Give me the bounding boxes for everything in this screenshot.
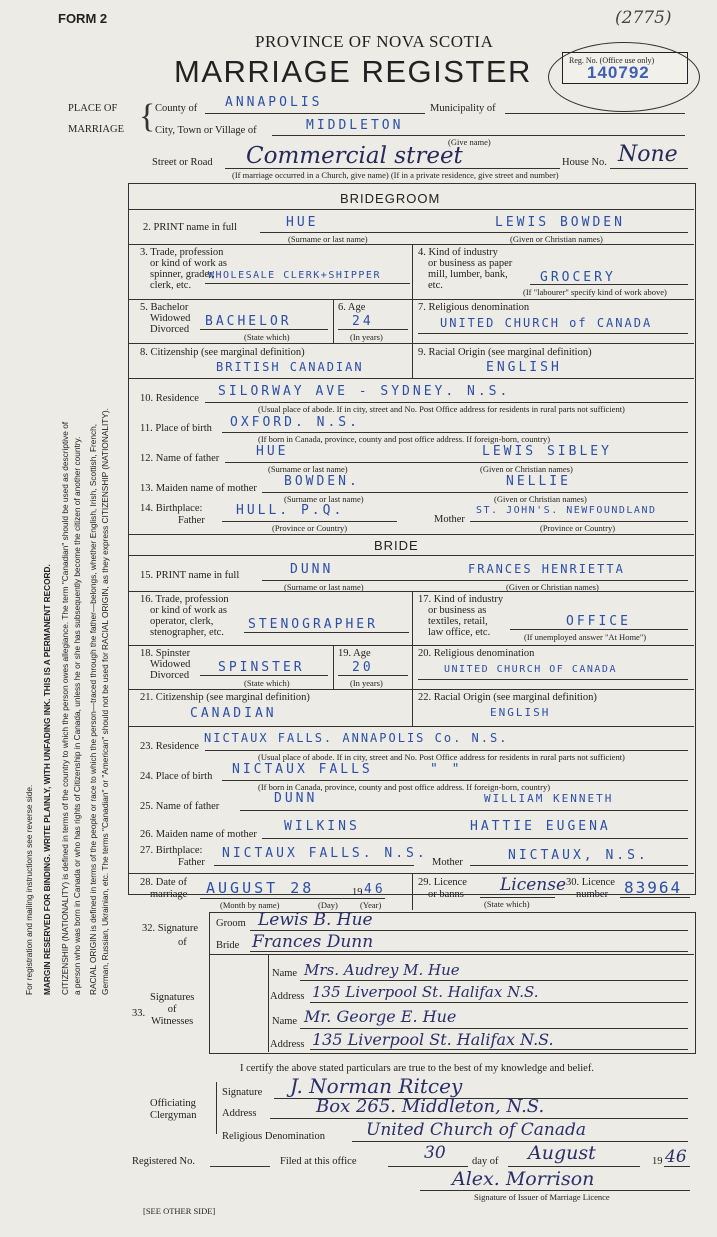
bride-father-surname: DUNN — [274, 791, 318, 806]
witnesses-number: 33. — [132, 1008, 146, 1019]
groom-given: LEWIS BOWDEN — [495, 215, 625, 230]
church-note: (If marriage occurred in a Church, give name) (If in a private residence, give street and number) — [232, 170, 559, 180]
street-value: Commercial street — [246, 143, 463, 169]
place-of-label: PLACE OF — [68, 103, 118, 114]
marriage-date-label: 28. Date of marriage — [140, 877, 188, 900]
county-label: County of — [155, 103, 198, 114]
groom-citizenship: BRITISH CANADIAN — [216, 360, 364, 374]
bride-racial: ENGLISH — [490, 706, 551, 719]
groom-birthplace-label: 11. Place of birth — [140, 423, 212, 434]
bride-mother-birthplace: NICTAUX, N.S. — [508, 848, 649, 863]
groom-birthplace: OXFORD. N.S. — [230, 415, 360, 430]
bride-residence-label: 23. Residence — [140, 741, 199, 752]
clergy-address-label: Address — [222, 1108, 257, 1119]
page-title: MARRIAGE REGISTER — [174, 54, 532, 89]
clergy-signature: J. Norman Ritcey — [290, 1074, 463, 1098]
bridegroom-heading: BRIDEGROOM — [340, 191, 441, 206]
bride-birth-hint: (If born in Canada, province, county and post office address. If foreign-born, country) — [258, 782, 551, 792]
bride-status-label: 18. Spinster Widowed Divorced — [140, 648, 191, 681]
witness1-address: 135 Liverpool St. Halifax N.S. — [312, 983, 539, 1001]
margin-registration-note: For registration and mailing instructions see reverse side. — [24, 784, 34, 995]
bride-residence: NICTAUX FALLS. ANNAPOLIS Co. N.S. — [204, 731, 509, 745]
groom-religion-label: 7. Religious denomination — [418, 302, 530, 313]
house-label: House No. — [562, 157, 607, 168]
bride-citizenship-label: 21. Citizenship (see marginal definition) — [140, 692, 310, 703]
witness2-address-label: Address — [270, 1039, 305, 1050]
marriage-year: 46 — [364, 882, 386, 897]
groom-parents-birth-label: 14. Birthplace: Father — [140, 503, 205, 526]
bride-citizenship: CANADIAN — [190, 706, 277, 721]
bride-industry-hint: (If unemployed answer "At Home") — [524, 632, 647, 642]
margin-citizenship-def-2: a person who was born in Canada or who has rights of Citizenship in Canada, unless he or she has subsequently become the citizen of another country. — [72, 436, 82, 995]
witness1-name-label: Name — [272, 968, 298, 979]
groom-father-given: LEWIS SIBLEY — [482, 444, 612, 459]
filed-year-prefix: 19 — [652, 1156, 663, 1167]
certification-statement: I certify the above stated particulars are true to the best of my knowledge and belief. — [240, 1063, 594, 1074]
groom-citizenship-label: 8. Citizenship (see marginal definition) — [140, 347, 305, 358]
groom-age: 24 — [352, 314, 374, 329]
bride-residence-hint: (Usual place of abode. If in city, street and No. Post Office address for residents in rural parts not sufficient) — [258, 752, 625, 762]
groom-father-given-hint: (Given or Christian names) — [480, 464, 573, 474]
groom-father-birthplace: HULL. P.Q. — [236, 503, 345, 518]
groom-trade-label: 3. Trade, profession or kind of work as spinner, grader, clerk, etc. — [140, 247, 227, 291]
bride-state-which: (State which) — [244, 678, 290, 688]
bride-father-given: WILLIAM KENNETH — [484, 792, 614, 805]
issuer-label: Signature of Issuer of Marriage Licence — [474, 1192, 610, 1202]
bride-mother-birth-label: Mother — [432, 857, 463, 868]
bride-surname: DUNN — [290, 562, 334, 577]
bride-age-label: 19. Age — [338, 648, 371, 659]
groom-mother-surname: BOWDEN. — [284, 474, 360, 489]
day-hint: (Day) — [318, 900, 338, 910]
marriage-label: MARRIAGE — [68, 124, 125, 135]
groom-sig-label: Groom — [216, 918, 246, 929]
groom-mother-birthplace: ST. JOHN'S. NEWFOUNDLAND — [476, 505, 657, 516]
margin-citizenship-def-1: CITIZENSHIP (NATIONALITY) is defined in terms of the country to which the person owes allegiance. The term "Canadian" should be used as descriptive of — [60, 421, 70, 995]
groom-state-which: (State which) — [244, 332, 290, 342]
county-value: ANNAPOLIS — [225, 95, 323, 110]
licence-or-banns: License — [500, 875, 567, 895]
filed-day: 30 — [424, 1143, 446, 1163]
reg-no-value: 140792 — [587, 63, 650, 82]
margin-racial-def-1: RACIAL ORIGIN is defined in terms of the people or race to which the person—traced through the father—belongs, whether English, Irish, Scottish, French, — [88, 423, 98, 995]
groom-father-surname-hint: (Surname or last name) — [268, 464, 348, 474]
bride-age: 20 — [352, 660, 374, 675]
groom-residence: SILORWAY AVE - SYDNEY. N.S. — [218, 384, 511, 399]
year-hint: (Year) — [360, 900, 382, 910]
clergy-address: Box 265. Middleton, N.S. — [316, 1096, 545, 1117]
bride-sig-label: Bride — [216, 940, 240, 951]
marriage-date: AUGUST 28 — [206, 879, 315, 897]
month-hint: (Month by name) — [220, 900, 280, 910]
bride-status: SPINSTER — [218, 660, 305, 675]
groom-name-label: 2. PRINT name in full — [143, 222, 238, 233]
witness2-name-label: Name — [272, 1016, 298, 1027]
party-signature-label: 32. Signature of — [142, 923, 198, 948]
see-other-side: [SEE OTHER SIDE] — [143, 1206, 216, 1216]
bride-given-hint: (Given or Christian names) — [506, 582, 599, 592]
margin-racial-def-2: German, Russian, Ukrainian, etc. The terms "Canadian" or "American" should not be used for RACIAL ORIGIN, as they express CITIZENSHIP (NATIONALITY). — [100, 408, 110, 995]
filed-label: Filed at this office — [280, 1156, 357, 1167]
witness2-name: Mr. George E. Hue — [304, 1007, 457, 1026]
groom-age-hint: (In years) — [350, 332, 383, 342]
bride-age-hint: (In years) — [350, 678, 383, 688]
place-brace: { — [139, 98, 156, 135]
witness1-name: Mrs. Audrey M. Hue — [304, 961, 460, 979]
clergy-signature-label: Signature — [222, 1087, 263, 1098]
bride-heading: BRIDE — [374, 538, 419, 553]
form-number: FORM 2 — [58, 11, 108, 26]
groom-mother-given: NELLIE — [506, 474, 571, 489]
groom-trade: WHOLESALE CLERK+SHIPPER — [208, 270, 381, 281]
witnesses-label: Signatures of Witnesses — [150, 992, 195, 1027]
bride-parents-birth-label: 27. Birthplace: Father — [140, 845, 205, 868]
groom-status: BACHELOR — [205, 314, 292, 329]
registered-no-label: Registered No. — [132, 1156, 195, 1167]
bride-birthplace-ditto: " " — [430, 762, 463, 777]
groom-signature: Lewis B. Hue — [258, 910, 373, 930]
bride-mother-surname: WILKINS — [284, 819, 360, 834]
margin-binding-note: MARGIN RESERVED FOR BINDING. WRITE PLAINLY, WITH UNFADING INK. THIS IS A PERMANENT RECORD. — [42, 564, 52, 995]
bride-name-label: 15. PRINT name in full — [140, 570, 240, 581]
bride-racial-label: 22. Racial Origin (see marginal definition) — [418, 692, 597, 703]
city-value: MIDDLETON — [306, 118, 404, 133]
bride-industry: OFFICE — [566, 614, 631, 629]
municipality-label: Municipality of — [430, 103, 496, 114]
licence-number-label: 30. Licence number — [566, 877, 615, 900]
bride-birthplace-label: 24. Place of birth — [140, 771, 213, 782]
groom-status-label: 5. Bachelor Widowed Divorced — [140, 302, 191, 335]
groom-surname: HUE — [286, 215, 319, 230]
bride-given: FRANCES HENRIETTA — [468, 562, 625, 576]
reg-no-label: Reg. No. (Office use only) — [569, 56, 655, 65]
pencil-circle — [548, 42, 700, 112]
pencil-file-number: (2775) — [615, 8, 672, 28]
officiating-clergyman-label: Officiating Clergyman — [150, 1098, 197, 1121]
bride-signature: Frances Dunn — [252, 932, 374, 952]
bride-father-birthplace: NICTAUX FALLS. N.S. — [222, 846, 428, 861]
province-heading: PROVINCE OF NOVA SCOTIA — [255, 32, 494, 51]
bride-trade: STENOGRAPHER — [248, 617, 378, 632]
groom-birth-hint: (If born in Canada, province, county and post office address. If foreign-born, country) — [258, 434, 551, 444]
issuer-signature: Alex. Morrison — [452, 1168, 595, 1190]
witness2-address: 135 Liverpool St. Halifax N.S. — [312, 1030, 554, 1049]
street-label: Street or Road — [152, 157, 213, 168]
groom-age-label: 6. Age — [338, 302, 366, 313]
day-of-label: day of — [472, 1156, 499, 1167]
groom-mother-birth-label: Mother — [434, 514, 465, 525]
groom-mother-given-hint: (Given or Christian names) — [494, 494, 587, 504]
groom-mother-prov-hint: (Province or Country) — [540, 523, 616, 533]
religious-denomination-label: Religious Denomination — [222, 1131, 325, 1142]
bride-trade-label: 16. Trade, profession or kind of work as operator, clerk, stenographer, etc. — [140, 594, 229, 638]
licence-number: 83964 — [624, 878, 683, 897]
bride-industry-label: 17. Kind of industry or business as textiles, retail, law office, etc. — [418, 594, 504, 638]
groom-religion: UNITED CHURCH of CANADA — [440, 316, 653, 330]
bride-religion: UNITED CHURCH OF CANADA — [444, 664, 617, 675]
groom-industry-label: 4. Kind of industry or business as paper mill, lumber, bank, etc. — [418, 247, 513, 291]
groom-given-hint: (Given or Christian names) — [510, 234, 603, 244]
groom-industry: GROCERY — [540, 270, 616, 285]
filed-month: August — [528, 1142, 596, 1164]
bride-mother-given: HATTIE EUGENA — [470, 819, 611, 834]
groom-father-surname: HUE — [256, 444, 289, 459]
state-which-hint: (State which) — [484, 899, 530, 909]
bride-surname-hint: (Surname or last name) — [284, 582, 364, 592]
house-value: None — [618, 142, 678, 167]
groom-residence-label: 10. Residence — [140, 393, 199, 404]
groom-racial: ENGLISH — [486, 360, 562, 375]
filed-year: 46 — [665, 1147, 687, 1167]
groom-father-label: 12. Name of father — [140, 453, 220, 464]
licence-banns-label: 29. Licence or banns — [418, 877, 467, 900]
groom-mother-label: 13. Maiden name of mother — [140, 483, 257, 494]
groom-surname-hint: (Surname or last name) — [288, 234, 368, 244]
city-label: City, Town or Village of — [155, 125, 257, 136]
groom-mother-surname-hint: (Surname or last name) — [284, 494, 364, 504]
bride-religion-label: 20. Religious denomination — [418, 648, 535, 659]
groom-father-prov-hint: (Province or Country) — [272, 523, 348, 533]
give-name-hint: (Give name) — [448, 137, 491, 147]
marriage-year-prefix: 19 — [352, 887, 363, 898]
groom-residence-hint: (Usual place of abode. If in city, street and No. Post Office address for residents in rural parts not sufficient) — [258, 404, 625, 414]
witness1-address-label: Address — [270, 991, 305, 1002]
bride-father-label: 25. Name of father — [140, 801, 220, 812]
clergy-denomination: United Church of Canada — [366, 1120, 586, 1140]
groom-industry-hint: (If "labourer" specify kind of work above) — [523, 287, 667, 297]
groom-racial-label: 9. Racial Origin (see marginal definition) — [418, 347, 592, 358]
bride-birthplace: NICTAUX FALLS — [232, 762, 373, 777]
bride-mother-label: 26. Maiden name of mother — [140, 829, 257, 840]
